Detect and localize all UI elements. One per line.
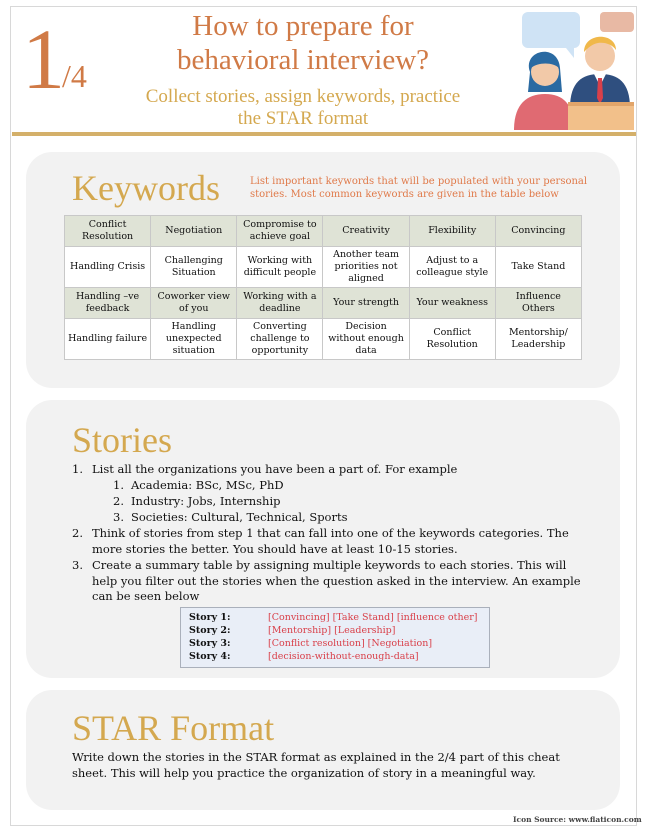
table-row xyxy=(65,288,582,319)
interview-people-illustration xyxy=(508,10,636,132)
table-cell: Challenging Situation xyxy=(151,247,237,288)
story-summary-table xyxy=(180,607,490,668)
sub-list-text: Academia: BSc, MSc, PhD xyxy=(131,478,284,492)
story-label: Story 4: xyxy=(189,651,231,662)
keywords-title: Keywords xyxy=(72,168,220,208)
table-cell: Influence Others xyxy=(495,288,581,319)
woman-icon xyxy=(514,52,574,130)
table-cell: Conflict Resolution xyxy=(65,216,151,247)
keywords-table xyxy=(64,215,582,360)
table-cell: Flexibility xyxy=(409,216,495,247)
table-cell: Decision without enough data xyxy=(323,319,409,360)
table-row xyxy=(65,216,582,247)
header-divider xyxy=(12,132,636,136)
table-cell: Handling failure xyxy=(65,319,151,360)
story-label: Story 2: xyxy=(189,625,231,636)
star-description: Write down the stories in the STAR format as explained in the 2/4 part of this cheat sheet. This will help you practice the organization of story in a meaningful way. xyxy=(72,750,560,780)
table-cell: Another team priorities not aligned xyxy=(323,247,409,288)
story-label: Story 3: xyxy=(189,638,231,649)
table-cell: Working with a deadline xyxy=(237,288,323,319)
table-cell: Convincing xyxy=(495,216,581,247)
table-cell: Handling –ve feedback xyxy=(65,288,151,319)
table-cell: Conflict Resolution xyxy=(409,319,495,360)
list-text: List all the organizations you have been a part of. For example xyxy=(92,462,458,476)
part-denominator: /4 xyxy=(62,58,87,94)
page-subtitle-line2: the STAR format xyxy=(237,108,369,129)
table-cell: Adjust to a colleague style xyxy=(409,247,495,288)
sub-list-number: 1. xyxy=(113,478,124,492)
page-subtitle-line1: Collect stories, assign keywords, practice xyxy=(145,86,461,107)
story-tags: [Conflict resolution] [Negotiation] xyxy=(268,638,433,649)
table-cell: Working with difficult people xyxy=(237,247,323,288)
list-number: 1. xyxy=(72,462,83,476)
table-cell: Converting challenge to opportunity xyxy=(237,319,323,360)
table-cell: Handling unexpected situation xyxy=(151,319,237,360)
star-title: STAR Format xyxy=(72,708,275,748)
list-number: 2. xyxy=(72,526,83,540)
table-cell: Your weakness xyxy=(409,288,495,319)
table-cell: Your strength xyxy=(323,288,409,319)
list-text: Create a summary table by assigning multiple keywords to each stories. This will help you filter out the stories when the question asked in the interview. An example can be seen below xyxy=(92,558,581,603)
table-cell: Negotiation xyxy=(151,216,237,247)
table-cell: Compromise to achieve goal xyxy=(237,216,323,247)
sub-list-text: Societies: Cultural, Technical, Sports xyxy=(131,510,348,524)
sub-list-text: Industry: Jobs, Internship xyxy=(131,494,281,508)
story-tags: [decision-without-enough-data] xyxy=(268,651,419,662)
table-row xyxy=(65,319,582,360)
story-tags: [Mentorship] [Leadership] xyxy=(268,625,396,636)
stories-title: Stories xyxy=(72,420,173,460)
table-cell: Coworker view of you xyxy=(151,288,237,319)
page-title-line1: How to prepare for xyxy=(192,10,414,42)
sub-list-number: 3. xyxy=(113,510,124,524)
desk xyxy=(568,102,634,130)
icon-source-credit: Icon Source: www.flaticon.com xyxy=(513,815,642,824)
part-number: 1 xyxy=(22,11,65,107)
sub-list-number: 2. xyxy=(113,494,124,508)
story-label: Story 1: xyxy=(189,612,231,623)
keywords-note: List important keywords that will be populated with your personal stories. Most common keywords are given in the table below xyxy=(250,176,588,200)
table-cell: Mentorship/ Leadership xyxy=(495,319,581,360)
page-title-line2: behavioral interview? xyxy=(176,44,430,76)
story-tags: [Convincing] [Take Stand] [influence other] xyxy=(268,612,478,623)
man-icon xyxy=(570,37,630,108)
list-number: 3. xyxy=(72,558,83,572)
table-cell: Take Stand xyxy=(495,247,581,288)
table-cell: Creativity xyxy=(323,216,409,247)
table-cell: Handling Crisis xyxy=(65,247,151,288)
table-row xyxy=(65,247,582,288)
list-text: Think of stories from step 1 that can fall into one of the keywords categories. The more stories the better. You should have at least 10-15 stories. xyxy=(92,526,569,556)
speech-bubble-icon xyxy=(522,12,580,48)
